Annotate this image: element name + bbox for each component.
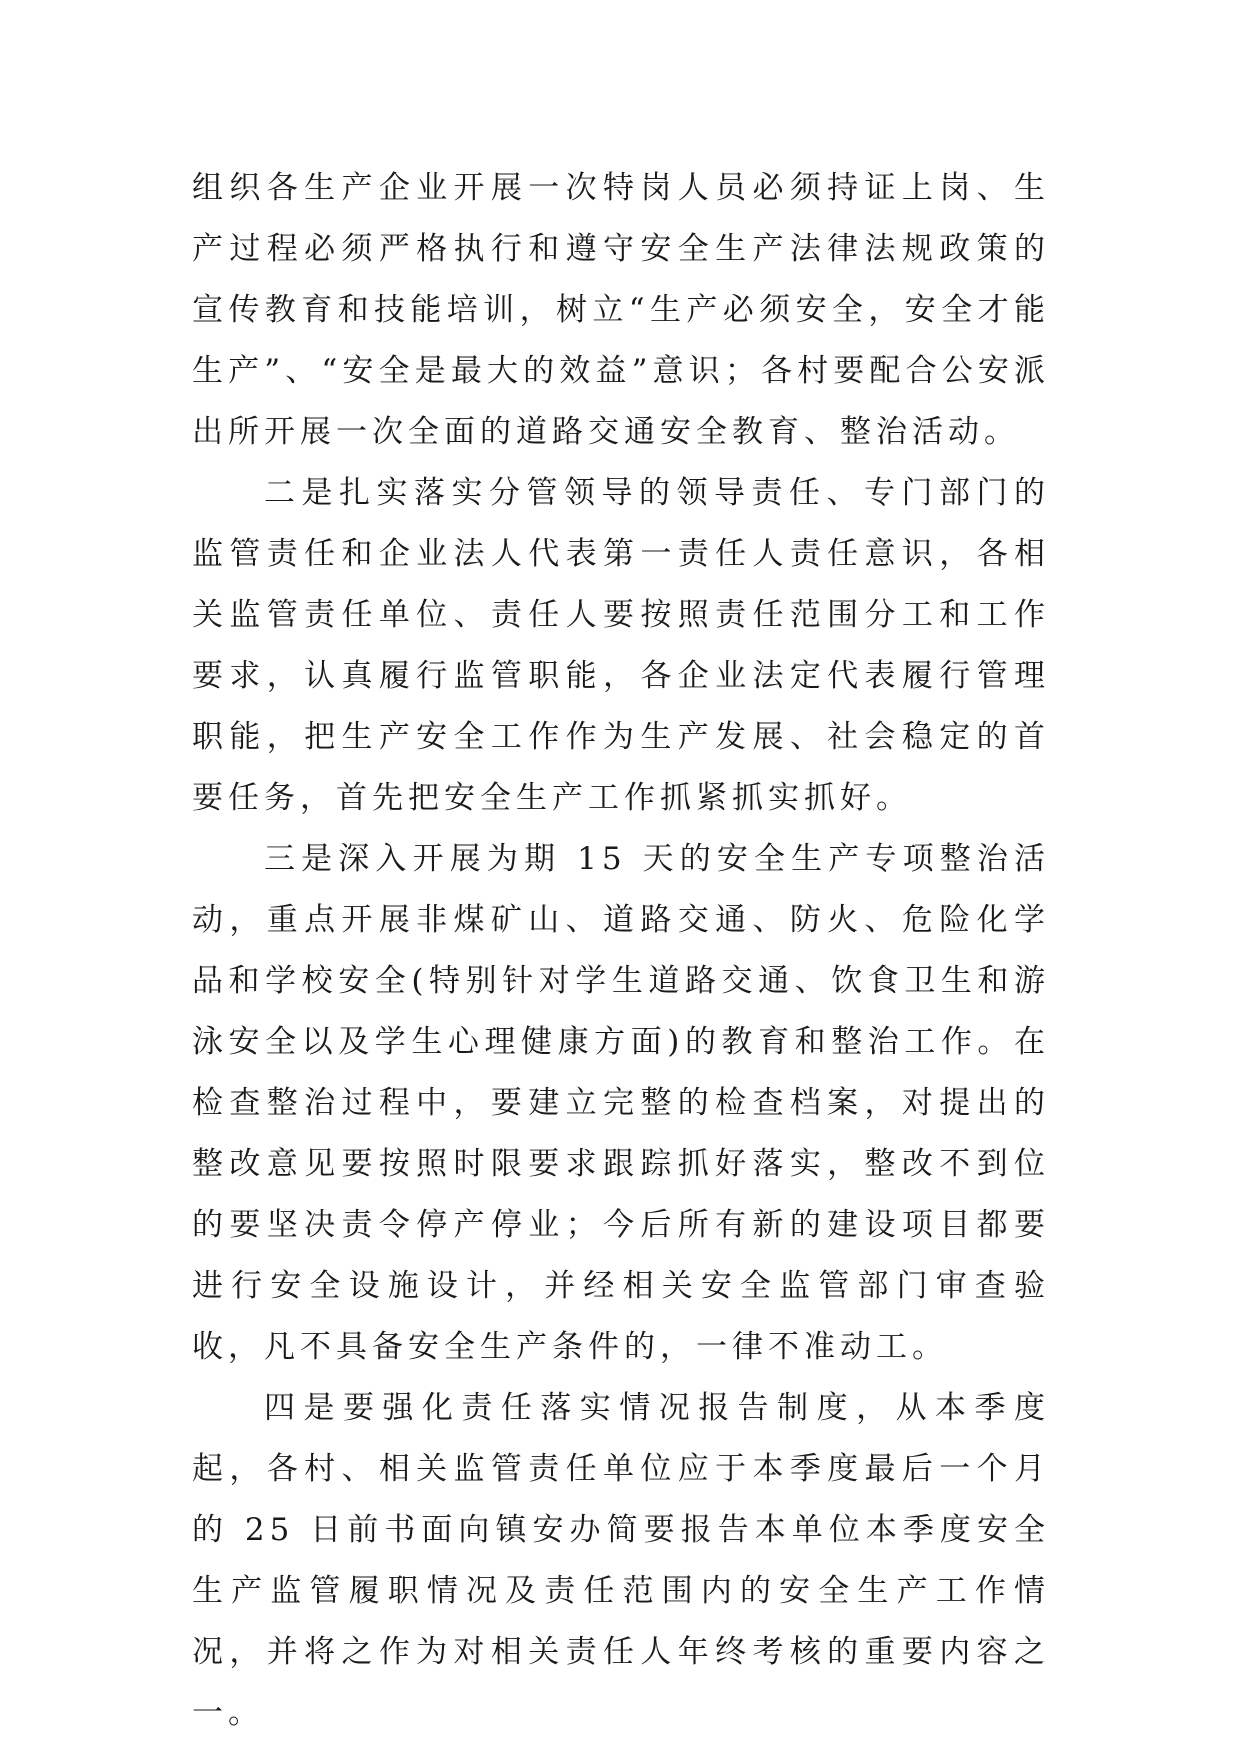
paragraph-point-four: 四是要强化责任落实情况报告制度，从本季度起，各村、相关监管责任单位应于本季度最后一个月的 25 日前书面向镇安办简要报告本单位本季度安全生产监管履职情况及责任范围内的安全生产工作情况，并将之作为对相关责任人年终考核的重要内容之一。 [192, 1390, 1050, 1731]
paragraph-continuation: 组织各生产企业开展一次特岗人员必须持证上岗、生产过程必须严格执行和遵守安全生产法律法规政策的宣传教育和技能培训，树立“生产必须安全，安全才能生产”、“安全是最大的效益”意识；各村要配合公安派出所开展一次全面的道路交通安全教育、整治活动。 [192, 170, 1050, 450]
document-body [192, 158, 1050, 1744]
paragraph-point-three: 三是深入开展为期 15 天的安全生产专项整治活动，重点开展非煤矿山、道路交通、防火、危险化学品和学校安全(特别针对学生道路交通、饮食卫生和游泳安全以及学生心理健康方面)的教育和整治工作。在检查整治过程中，要建立完整的检查档案，对提出的整改意见要按照时限要求跟踪抓好落实，整改不到位的要坚决责令停产停业；今后所有新的建设项目都要进行安全设施设计，并经相关安全监管部门审查验收，凡不具备安全生产条件的，一律不准动工。 [192, 841, 1050, 1365]
paragraph-point-two: 二是扎实落实分管领导的领导责任、专门部门的监管责任和企业法人代表第一责任人责任意识，各相关监管责任单位、责任人要按照责任范围分工和工作要求，认真履行监管职能，各企业法定代表履行管理职能，把生产安全工作作为生产发展、社会稳定的首要任务，首先把安全生产工作抓紧抓实抓好。 [192, 475, 1050, 816]
